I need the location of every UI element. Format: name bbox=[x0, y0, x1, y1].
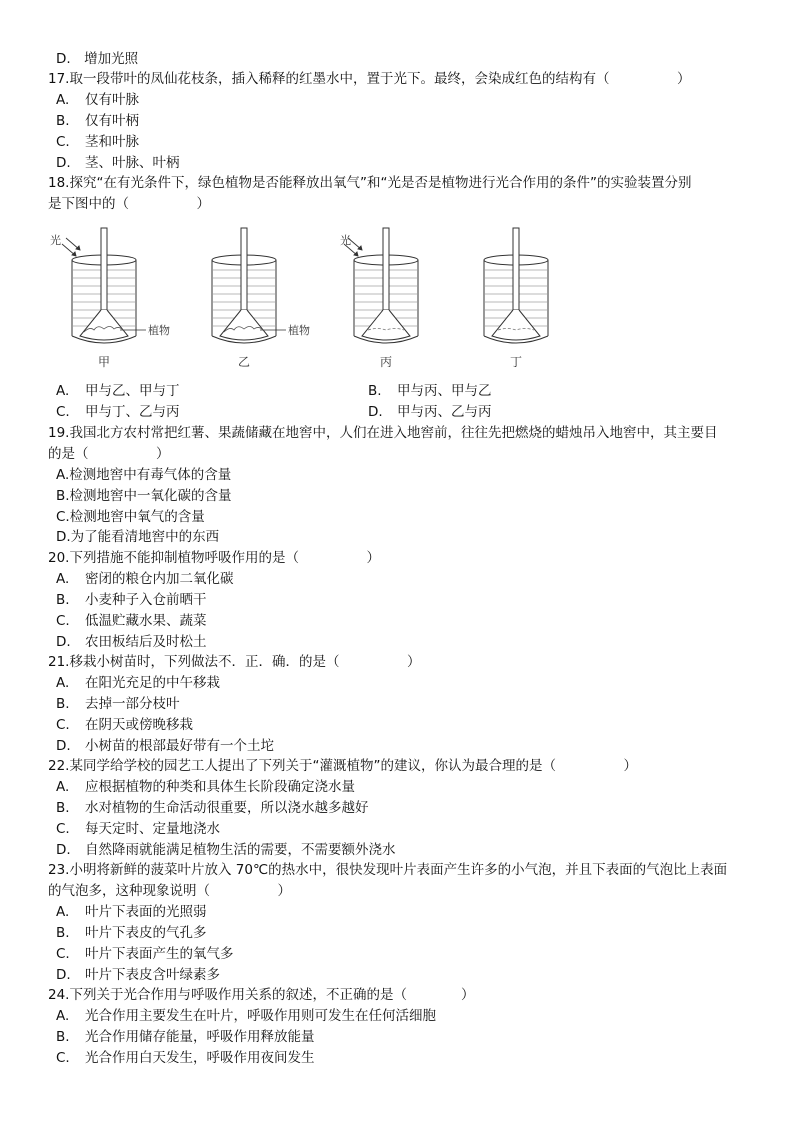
q24-option-a: A. 光合作用主要发生在叶片，呼吸作用则可发生在任何活细胞 bbox=[56, 1008, 436, 1024]
q20-option-c: C. 低温贮藏水果、蔬菜 bbox=[56, 613, 207, 629]
q19-option-b: B.检测地窖中一氧化碳的含量 bbox=[56, 488, 232, 504]
q17-option-a: A. 仅有叶脉 bbox=[56, 92, 139, 108]
q17-stem: 17.取一段带叶的凤仙花枝条，插入稀释的红墨水中，置于光下。最终，会染成红色的结构有（ ） bbox=[48, 71, 691, 87]
q20-option-a: A. 密闭的粮仓内加二氧化碳 bbox=[56, 571, 234, 587]
q22-option-b: B. 水对植物的生命活动很重要，所以浇水越多越好 bbox=[56, 800, 369, 816]
light-label-jia: 光 bbox=[50, 234, 61, 247]
q22-option-a: A. 应根据植物的种类和具体生长阶段确定浇水量 bbox=[56, 779, 355, 795]
q24-option-b: B. 光合作用储存能量，呼吸作用释放能量 bbox=[56, 1029, 315, 1045]
q22-stem: 22.某同学给学校的园艺工人提出了下列关于“灌溉植物”的建议，你认为最合理的是（ ） bbox=[48, 758, 637, 774]
q18-option-b: B. 甲与丙、甲与乙 bbox=[368, 383, 492, 399]
q23-option-a: A. 叶片下表面的光照弱 bbox=[56, 904, 207, 920]
q20-option-d: D. 农田板结后及时松土 bbox=[56, 634, 207, 650]
q22-option-c: C. 每天定时、定量地浇水 bbox=[56, 821, 220, 837]
q18-option-c: C. 甲与丁、乙与丙 bbox=[56, 404, 180, 420]
plant-label-jia: 植物 bbox=[148, 324, 170, 337]
caption-ding: 丁 bbox=[510, 355, 523, 369]
q23-option-b: B. 叶片下表皮的气孔多 bbox=[56, 925, 207, 941]
q19-option-c: C.检测地窖中氧气的含量 bbox=[56, 509, 205, 525]
q19-option-d: D.为了能看清地窖中的东西 bbox=[56, 529, 220, 545]
plant-label-yi: 植物 bbox=[288, 324, 310, 337]
light-arrows-jia bbox=[62, 238, 80, 256]
q19-option-a: A.检测地窖中有毒气体的含量 bbox=[56, 467, 232, 483]
q18-stem-line2: 是下图中的（ ） bbox=[48, 196, 210, 212]
q17-option-b: B. 仅有叶柄 bbox=[56, 113, 139, 129]
q23-stem-line2: 的气泡多，这种现象说明（ ） bbox=[48, 883, 291, 899]
q18-option-d: D. 甲与丙、乙与丙 bbox=[368, 404, 492, 420]
caption-yi: 乙 bbox=[238, 355, 251, 369]
q21-option-d: D. 小树苗的根部最好带有一个土坨 bbox=[56, 738, 274, 754]
q24-option-c: C. 光合作用白天发生，呼吸作用夜间发生 bbox=[56, 1050, 315, 1066]
q21-option-a: A. 在阳光充足的中午移栽 bbox=[56, 675, 220, 691]
beaker-jia bbox=[72, 228, 146, 343]
caption-jia: 甲 bbox=[98, 355, 111, 369]
light-label-bing: 光 bbox=[340, 234, 351, 247]
q18-option-a: A. 甲与乙、甲与丁 bbox=[56, 383, 180, 399]
q23-option-d: D. 叶片下表皮含叶绿素多 bbox=[56, 967, 220, 983]
experiment-apparatus-figure-right bbox=[338, 226, 558, 372]
q24-stem: 24.下列关于光合作用与呼吸作用关系的叙述，不正确的是（ ） bbox=[48, 987, 475, 1003]
q23-stem-line1: 23.小明将新鲜的菠菜叶片放入 70℃的热水中，很快发现叶片表面产生许多的小气泡，并且下表面的气泡比上表面 bbox=[48, 862, 728, 878]
q21-option-c: C. 在阴天或傍晚移栽 bbox=[56, 717, 193, 733]
caption-bing: 丙 bbox=[380, 355, 393, 369]
q22-option-d: D. 自然降雨就能满足植物生活的需要，不需要额外浇水 bbox=[56, 842, 396, 858]
q21-option-b: B. 去掉一部分枝叶 bbox=[56, 696, 180, 712]
q17-option-c: C. 茎和叶脉 bbox=[56, 134, 139, 150]
q17-option-d: D. 茎、叶脉、叶柄 bbox=[56, 155, 180, 171]
q16-option-d: D. 增加光照 bbox=[56, 51, 139, 67]
q19-stem-line2: 的是（ ） bbox=[48, 446, 170, 462]
beaker-ding bbox=[484, 228, 548, 343]
beaker-yi bbox=[212, 228, 286, 343]
q19-stem-line1: 19.我国北方农村常把红薯、果蔬储藏在地窖中，人们在进入地窖前，往往先把燃烧的蜡烛吊入地窖中，其主要目 bbox=[48, 425, 718, 441]
q20-stem: 20.下列措施不能抑制植物呼吸作用的是（ ） bbox=[48, 550, 380, 566]
experiment-apparatus-figure bbox=[48, 226, 388, 372]
q20-option-b: B. 小麦种子入仓前晒干 bbox=[56, 592, 207, 608]
beaker-bing bbox=[354, 228, 418, 343]
q18-stem-line1: 18.探究“在有光条件下，绿色植物是否能释放出氧气”和“光是否是植物进行光合作用的条件”的实验装置分别 bbox=[48, 175, 692, 191]
q23-option-c: C. 叶片下表面产生的氧气多 bbox=[56, 946, 234, 962]
q21-stem: 21.移栽小树苗时，下列做法不．正．确．的是（ ） bbox=[48, 654, 421, 670]
